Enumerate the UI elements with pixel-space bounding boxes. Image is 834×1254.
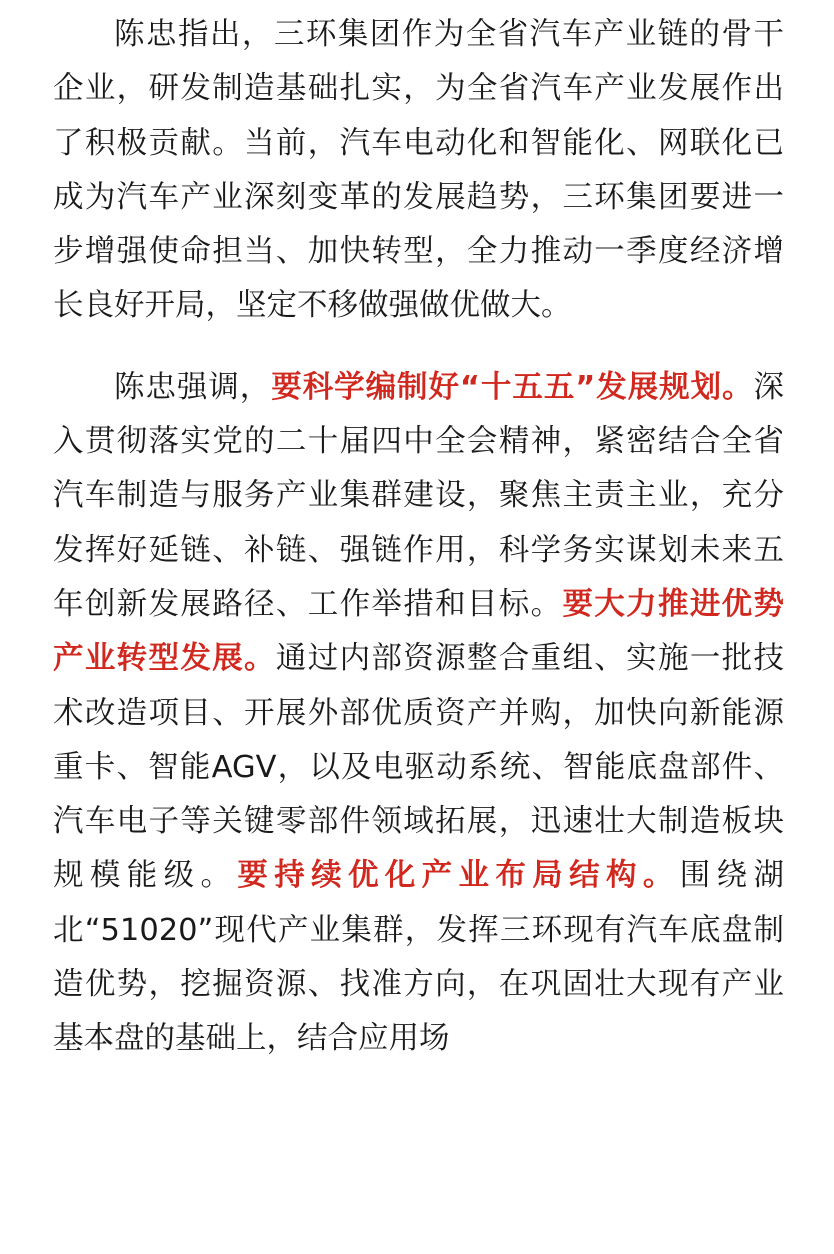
paragraph-2-lead: 陈忠强调， [114,369,272,405]
paragraph-1 [53,8,784,334]
paragraph-2-plan-text: 深入贯彻落实党的二十届四中全会精神，紧密结合全省汽车制造与服务产业集群建设，聚焦主责主业，充分发挥好延链、补链、强链作用，科学务实谋划未来五年创新发展路径、工作举措和目标。 [53,369,785,622]
paragraph-2-layout-text: 围绕湖北“51020”现代产业集群，发挥三环现有汽车底盘制造优势，挖掘资源、找准方向，在巩固壮大现有产业基本盘的基础上，结合应用场 [53,858,785,1057]
highlight-layout-heading: 要持续优化产业布局结构。 [237,858,680,894]
paragraph-1-text: 陈忠指出，三环集团作为全省汽车产业链的骨干企业，研发制造基础扎实，为全省汽车产业发展作出了积极贡献。当前，汽车电动化和智能化、网联化已成为汽车产业深刻变革的发展趋势，三环集团要进一步增强使命担当、加快转型，全力推动一季度经济增长良好开局，坚定不移做强做优做大。 [53,17,784,324]
paragraph-2 [53,361,784,1067]
highlight-transform-heading: 要大力推进优势产业转型发展。 [53,586,785,677]
paragraph-2-transform-text: 通过内部资源整合重组、实施一批技术改造项目、开展外部优质资产并购，加快向新能源重卡、智能AGV，以及电驱动系统、智能底盘部件、汽车电子等关键零部件领域拓展，迅速壮大制造板块规模能级。 [53,641,785,894]
highlight-plan-heading: 要科学编制好“十五五”发展规划。 [271,369,754,405]
